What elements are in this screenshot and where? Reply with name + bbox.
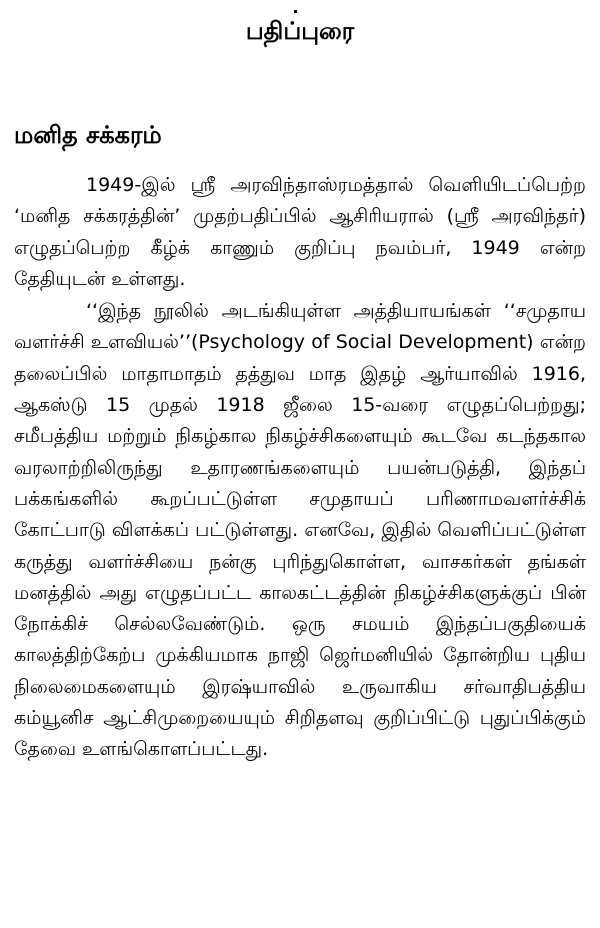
body-text xyxy=(14,170,586,766)
page-mark xyxy=(294,10,297,13)
paragraph-1: 1949-இல் ஸ்ரீ அரவிந்தாஸ்ரமத்தால் வெளியிடப்பெற்ற ‘மனித சக்கரத்தின்’ முதற்பதிப்பில் ஆசிரியரால் (ஸ்ரீ அரவிந்தர்) எழுதப்பெற்ற கீழ்க் காணும் குறிப்பு நவம்பர், 1949 என்ற தேதியுடன் உள்ளது. xyxy=(14,174,586,290)
section-title: மனித சக்கரம் xyxy=(14,121,162,149)
paragraph-2: ‘‘இந்த நூலில் அடங்கியுள்ள அத்தியாயங்கள் ‘‘சமுதாய வளர்ச்சி உளவியல்’’(Psychology of Social Development) என்ற தலைப்பில் மாதாமாதம் தத்துவ மாத இதழ் ஆர்யாவில் 1916, ஆகஸ்டு 15 முதல் 1918 ஜீலை 15-வரை எழுதப்பெற்றது; சமீபத்திய மற்றும் நிகழ்கால நிகழ்ச்சிகளையும் கூடவே கடந்தகால வரலாற்றிலிருந்து உதாரணங்களையும் பயன்படுத்தி, இந்தப் பக்கங்களில் கூறப்பட்டுள்ள சமுதாயப் பரிணாமவளர்ச்சிக் கோட்பாடு விளக்கப் பட்டுள்ளது. எனவே, இதில் வெளிப்பட்டுள்ள கருத்து வளர்ச்சியை நன்கு புரிந்துகொள்ள, வாசகர்கள் தங்கள் மனத்தில் அது எழுதப்பட்ட காலகட்டத்தின் நிகழ்ச்சிகளுக்குப் பின் நோக்கிச் செல்லவேண்டும். ஒரு சமயம் இந்தப்பகுதியைக் காலத்திற்கேற்ப முக்கியமாக நாஜி ஜெர்மனியில் தோன்றிய புதிய நிலைமைகளையும் இரஷ்யாவில் உருவாகிய சர்வாதிபத்திய கம்யூனிச ஆட்சிமுறையையும் சிறிதளவு குறிப்பிட்டு புதுப்பிக்கும் தேவை உளங்கொளப்பட்டது. xyxy=(14,300,586,761)
page-title: பதிப்புரை xyxy=(245,17,355,45)
